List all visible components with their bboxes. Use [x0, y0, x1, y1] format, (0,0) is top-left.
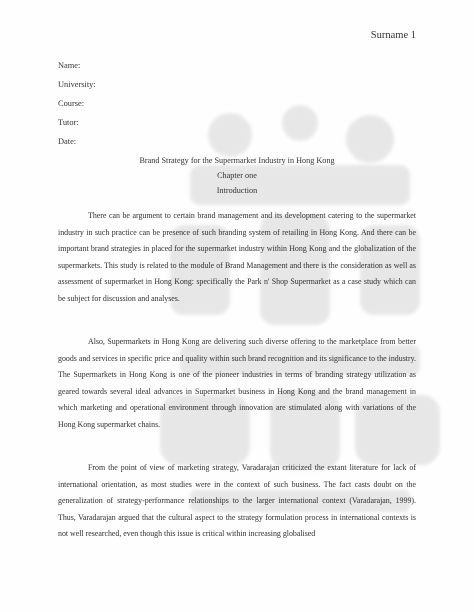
name-label: Name:	[58, 61, 81, 70]
title-block	[0, 153, 474, 198]
student-info-block	[58, 56, 96, 151]
date-label: Date:	[58, 137, 77, 146]
paragraph-3: From the point of view of marketing strategy, Varadarajan criticized the extant literature for lack of international orientation, as most studies were in the context of such business. The fact casts doubt on the generalization of strategy-performance relationships to the larger international context (Varadarajan, 1999). Thus, Varadarajan argued that the cultural aspect to the strategy formulation process in international contexts is not well researched, even though this issue is critical within increasing globalised	[58, 463, 416, 539]
paragraph-2: Also, Supermarkets in Hong Kong are delivering such diverse offering to the marketplace from better goods and services in specific price and quality within such brand recognition and its significance to the industry. The Supermarkets in Hong Kong is one of the pioneer industries in terms of branding strategy utilization as geared towards several ideal advances in Supermarket business in Hong Kong and the brand management in which marketing and operational environment through innovation are stimulated along with variations of the Hong Kong supermarket chains.	[58, 337, 416, 429]
university-label: University:	[58, 80, 96, 89]
course-label: Course:	[58, 99, 85, 108]
tutor-label: Tutor:	[58, 118, 79, 127]
paragraph-1: There can be argument to certain brand management and its development catering to the supermarket industry in such practice can be presence of such branding system of retailing in Hong Kong. And there can be important brand strategies in placed for the supermarket industry within Hong Kong and the globalization of the supermarkets. This study is related to the module of Brand Management and there is the consideration as well as assessment of supermarket in Hong Kong: specifically the Park n' Shop Supermarket as a case study which can be subject for discussion and analyses.	[58, 211, 416, 303]
chapter-heading: Chapter one	[217, 171, 257, 180]
running-head: Surname 1	[370, 30, 416, 41]
section-heading: Introduction	[216, 186, 258, 195]
essay-title: Brand Strategy for the Supermarket Industry in Hong Kong	[139, 156, 335, 165]
